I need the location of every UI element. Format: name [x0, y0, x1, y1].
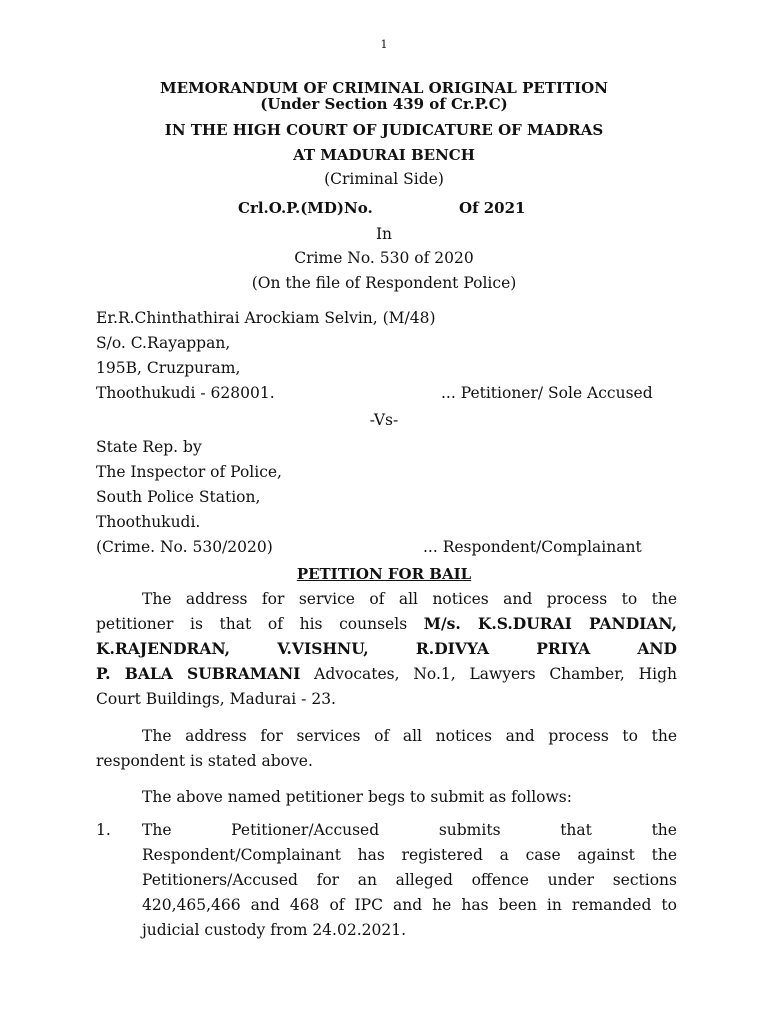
- point-1-word-5: the: [651, 821, 677, 839]
- versus: -Vs-: [369, 411, 399, 429]
- file-note: (On the file of Respondent Police): [251, 274, 517, 292]
- counsel-para-line-5: Court Buildings, Madurai - 23.: [96, 690, 336, 708]
- respondent-para-line-2: respondent is stated above.: [96, 752, 313, 770]
- respondent-line-2: The Inspector of Police,: [96, 463, 282, 481]
- court-bench: AT MADURAI BENCH: [293, 146, 475, 164]
- petitioner-relation: S/o. C.Rayappan,: [96, 334, 231, 352]
- page-number: 1: [380, 38, 388, 51]
- case-year: Of 2021: [459, 199, 526, 217]
- court-side: (Criminal Side): [324, 170, 444, 188]
- counsel-para-line-4: [96, 664, 677, 684]
- point-1-line-4: 420,465,466 and 468 of IPC and he has been in remanded to: [142, 896, 677, 914]
- counsel-name-3: V.VISHNU,: [277, 639, 369, 658]
- point-1-word-3: submits: [438, 821, 501, 839]
- petitioner-name: Er.R.Chinthathirai Arockiam Selvin, (M/48): [96, 309, 436, 327]
- point-1-line-1: [142, 820, 677, 840]
- point-1-number: 1.: [96, 821, 111, 839]
- point-1-word-1: The: [142, 821, 172, 839]
- point-1-line-2: Respondent/Complainant has registered a case against the: [142, 846, 677, 864]
- petitioner-address-2: Thoothukudi - 628001.: [96, 384, 275, 402]
- petitioner-address-1: 195B, Cruzpuram,: [96, 359, 241, 377]
- respondent-role: ... Respondent/Complainant: [423, 538, 642, 556]
- counsel-para-line-3: [96, 639, 677, 659]
- point-1-line-5: judicial custody from 24.02.2021.: [142, 921, 406, 939]
- counsel-name-5: P. BALA SUBRAMANI: [96, 664, 301, 683]
- point-1-line-3: Petitioners/Accused for an alleged offence under sections: [142, 871, 677, 889]
- respondent-line-4: Thoothukudi.: [96, 513, 201, 531]
- counsel-para-line-2: [96, 614, 677, 634]
- respondent-line-3: South Police Station,: [96, 488, 261, 506]
- respondent-crime-ref: (Crime. No. 530/2020): [96, 538, 273, 556]
- memo-title: MEMORANDUM OF CRIMINAL ORIGINAL PETITION: [160, 79, 608, 97]
- respondent-para-line-1: The address for services of all notices and process to the: [142, 727, 677, 745]
- respondent-line-1: State Rep. by: [96, 438, 202, 456]
- memo-subtitle: (Under Section 439 of Cr.P.C): [260, 95, 508, 113]
- in-label: In: [375, 225, 393, 243]
- counsel-name-4b: PRIYA: [536, 639, 591, 658]
- counsel-name-1: M/s. K.S.DURAI PANDIAN,: [423, 614, 677, 633]
- petition-title: PETITION FOR BAIL: [296, 565, 472, 583]
- case-number-label: Crl.O.P.(MD)No.: [238, 199, 373, 217]
- counsel-intro: petitioner is that of his counsels: [96, 615, 424, 633]
- court-name: IN THE HIGH COURT OF JUDICATURE OF MADRAS: [164, 121, 604, 139]
- counsel-address: Advocates, No.1, Lawyers Chamber, High: [300, 665, 677, 683]
- point-1-word-2: Petitioner/Accused: [231, 821, 380, 839]
- counsel-and: AND: [637, 639, 677, 658]
- counsel-para-line-1: The address for service of all notices and process to the: [142, 590, 677, 608]
- counsel-name-2: K.RAJENDRAN,: [96, 639, 231, 658]
- counsel-name-4a: R.DIVYA: [415, 639, 490, 658]
- crime-number: Crime No. 530 of 2020: [294, 249, 474, 267]
- petitioner-role: ... Petitioner/ Sole Accused: [441, 384, 653, 402]
- submission-intro: The above named petitioner begs to submit as follows:: [142, 788, 572, 806]
- point-1-word-4: that: [560, 821, 592, 839]
